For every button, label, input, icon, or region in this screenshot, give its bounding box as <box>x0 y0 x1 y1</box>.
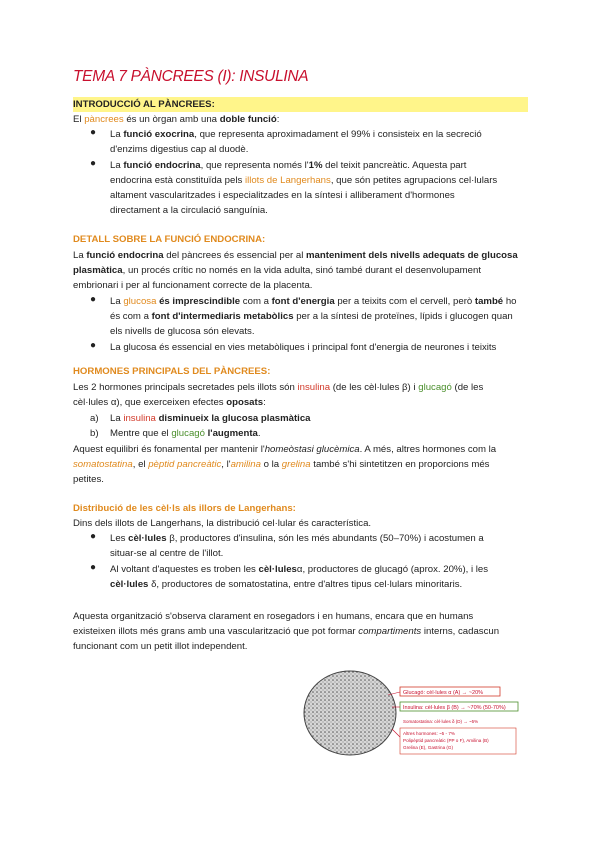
term: cèl·lules <box>258 564 297 575</box>
term-somatostatina: somatostatina <box>73 459 133 470</box>
endo-list-item-vies: La glucosa és essencial en vies metabòliques i principal font d'energia de neurones i teixits <box>110 342 497 353</box>
text: , l' <box>221 459 231 470</box>
text: α, productores de glucagó (aprox. 20%), i les <box>296 564 489 575</box>
list-label-b: b) <box>90 428 99 439</box>
endo-list-item-glucosa <box>110 294 530 339</box>
hormones-item-b <box>110 426 530 441</box>
term-amilina: amilina <box>230 459 261 470</box>
page-title: TEMA 7 PÀNCREES (I): INSULINA <box>73 68 309 85</box>
text: ho <box>503 296 517 307</box>
term: també <box>474 296 504 307</box>
term: és imprescindible <box>159 296 241 307</box>
term: cèl·lules <box>128 533 167 544</box>
text: La <box>110 413 124 424</box>
term-pancrees: pàncrees <box>84 114 124 125</box>
term: l'augmenta <box>207 428 258 439</box>
text: . A més, altres hormones com la <box>359 444 497 455</box>
text: també s'hi sintetitzen en proporcions més <box>310 459 490 470</box>
pointer-altres <box>392 729 400 737</box>
intro-list-item-exocrina <box>110 127 530 157</box>
text: els nivells de glucosa són elevats. <box>110 326 255 337</box>
text: La <box>110 129 124 140</box>
distrib-list-item-alpha <box>110 562 530 592</box>
term: funció endocrina <box>123 160 201 171</box>
text: per a la síntesi de proteïnes, lípids i glucogen quan <box>293 311 513 322</box>
hormones-paragraph <box>73 380 533 410</box>
endo-paragraph <box>73 248 533 293</box>
text: o la <box>260 459 282 470</box>
distrib-heading: Distribució de les cèl·ls als illors de Langerhans: <box>73 503 296 514</box>
text: d'enzims digestius cap al duodè. <box>110 144 249 155</box>
text: El <box>73 114 85 125</box>
text: La <box>73 250 87 261</box>
text: situar-se al centre de l'illot. <box>110 548 224 559</box>
term-glucago: glucagó <box>418 382 452 393</box>
term-insulina: insulina <box>297 382 331 393</box>
label-glucagon: Glucagó: cèl·lules α (A) → ~20% <box>403 690 484 696</box>
hormones-paragraph-2 <box>73 442 533 487</box>
bullet: ● <box>90 340 97 351</box>
text: . <box>257 428 261 439</box>
intro-heading: INTRODUCCIÓ AL PÀNCREES: <box>73 97 528 112</box>
text: , un procés crític no només en la vida adulta, sinó també durant el desenvolupament <box>122 265 481 276</box>
text: interns, cadascun <box>421 626 500 637</box>
bullet: ● <box>90 127 97 138</box>
hormones-heading: HORMONES PRINCIPALS DEL PÀNCREES: <box>73 366 271 377</box>
text: (de les cèl·lules β) i <box>330 382 419 393</box>
term: homeòstasi glucèmica <box>264 444 360 455</box>
term-peptid: pèptid pancreàtic <box>148 459 222 470</box>
intro-list-item-endocrina <box>110 158 530 218</box>
text: , el <box>132 459 149 470</box>
term: font d'energia <box>271 296 335 307</box>
text: β, productores d'insulina, són les més abundants (50–70%) i acostumen a <box>166 533 484 544</box>
text: Aquesta organització s'observa clarament en rosegadors i en humans, encara que en humans <box>73 611 474 622</box>
text: Mentre que el <box>110 428 172 439</box>
text: La <box>110 296 124 307</box>
distrib-paragraph: Dins dels illots de Langerhans, la distribució cel·lular és característica. <box>73 518 372 529</box>
text: és un òrgan amb una <box>123 114 220 125</box>
bullet: ● <box>90 562 97 573</box>
text: funcionant com un petit illot independent. <box>73 641 248 652</box>
term: plasmàtica <box>73 265 123 276</box>
endo-heading: DETALL SOBRE LA FUNCIÓ ENDOCRINA: <box>73 234 266 245</box>
distrib-list-item-beta <box>110 531 530 561</box>
term: compartiments <box>358 626 422 637</box>
term: 1% <box>308 160 323 171</box>
term-insulina: insulina <box>123 413 156 424</box>
hormones-item-a <box>110 411 530 426</box>
text: : <box>276 114 280 125</box>
text: Les 2 hormones principals secretades pels illots són <box>73 382 298 393</box>
text: com a <box>240 296 272 307</box>
text: per a teixits com el cervell, però <box>334 296 475 307</box>
text: , que són petites agrupacions cel·lulars <box>330 175 498 186</box>
term-glucosa: glucosa <box>123 296 157 307</box>
term-illots: illots de Langerhans <box>244 175 331 186</box>
text: endocrina està constituïda pels <box>110 175 245 186</box>
label-altres-2: Polipèptid pancreàtic (PP o F), Amilina (B) <box>403 738 489 743</box>
text: (de les <box>451 382 484 393</box>
text: existeixen illots més grans amb una vascularització que pot formar <box>73 626 359 637</box>
term: font d'intermediaris metabòlics <box>151 311 294 322</box>
term: disminueix la glucosa plasmàtica <box>158 413 311 424</box>
bullet: ● <box>90 158 97 169</box>
term-glucago: glucagó <box>171 428 205 439</box>
text: del pàncrees és essencial per al <box>163 250 307 261</box>
text: del teixit pancreàtic. Aquesta part <box>322 160 467 171</box>
term: cèl·lules <box>110 579 149 590</box>
text: δ, productores de somatostatina, entre d'altres tipus cel·lulars minoritaris. <box>148 579 463 590</box>
term: manteniment dels nivells adequats de glucosa <box>306 250 518 261</box>
text: és com a <box>110 311 152 322</box>
text: petites. <box>73 474 104 485</box>
term: funció endocrina <box>86 250 164 261</box>
islet-figure <box>300 667 520 759</box>
term: oposats <box>226 397 264 408</box>
label-altres-1: Altres hormones: ~5 - 7% <box>403 731 455 736</box>
bullet: ● <box>90 294 97 305</box>
intro-heading-line <box>73 97 533 112</box>
label-altres-3: Grelina (E), Gastrina (G) <box>403 745 454 750</box>
term-grelina: grelina <box>281 459 311 470</box>
term-doble-funcio: doble funció <box>219 114 277 125</box>
text: Aquest equilibri és fonamental per mantenir l' <box>73 444 265 455</box>
text: directament a la circulació sanguínia. <box>110 205 268 216</box>
islet-image <box>304 671 396 755</box>
text: Les <box>110 533 129 544</box>
bullet: ● <box>90 531 97 542</box>
text: : <box>263 397 266 408</box>
text: La <box>110 160 124 171</box>
text: cèl·lules α), que exerceixen efectes <box>73 397 227 408</box>
label-insulina: Insulina: cèl·lules β (B) → ~70% (50-70%) <box>403 705 506 711</box>
list-label-a: a) <box>90 413 99 424</box>
term: funció exocrina <box>123 129 195 140</box>
text: altament vascularitzades i especialitzades en la síntesi i alliberament d'hormones <box>110 190 455 201</box>
text: , que representa només l' <box>200 160 309 171</box>
distrib-paragraph-2 <box>73 609 533 654</box>
intro-paragraph <box>73 112 533 127</box>
text: Al voltant d'aquestes es troben les <box>110 564 259 575</box>
text: , que representa aproximadament el 99% i consisteix en la secreció <box>194 129 482 140</box>
text: embrionari i per al funcionament correcte de la placenta. <box>73 280 313 291</box>
label-somato: Somatostatina: cèl·lules δ (D) → ~5% <box>403 719 479 724</box>
